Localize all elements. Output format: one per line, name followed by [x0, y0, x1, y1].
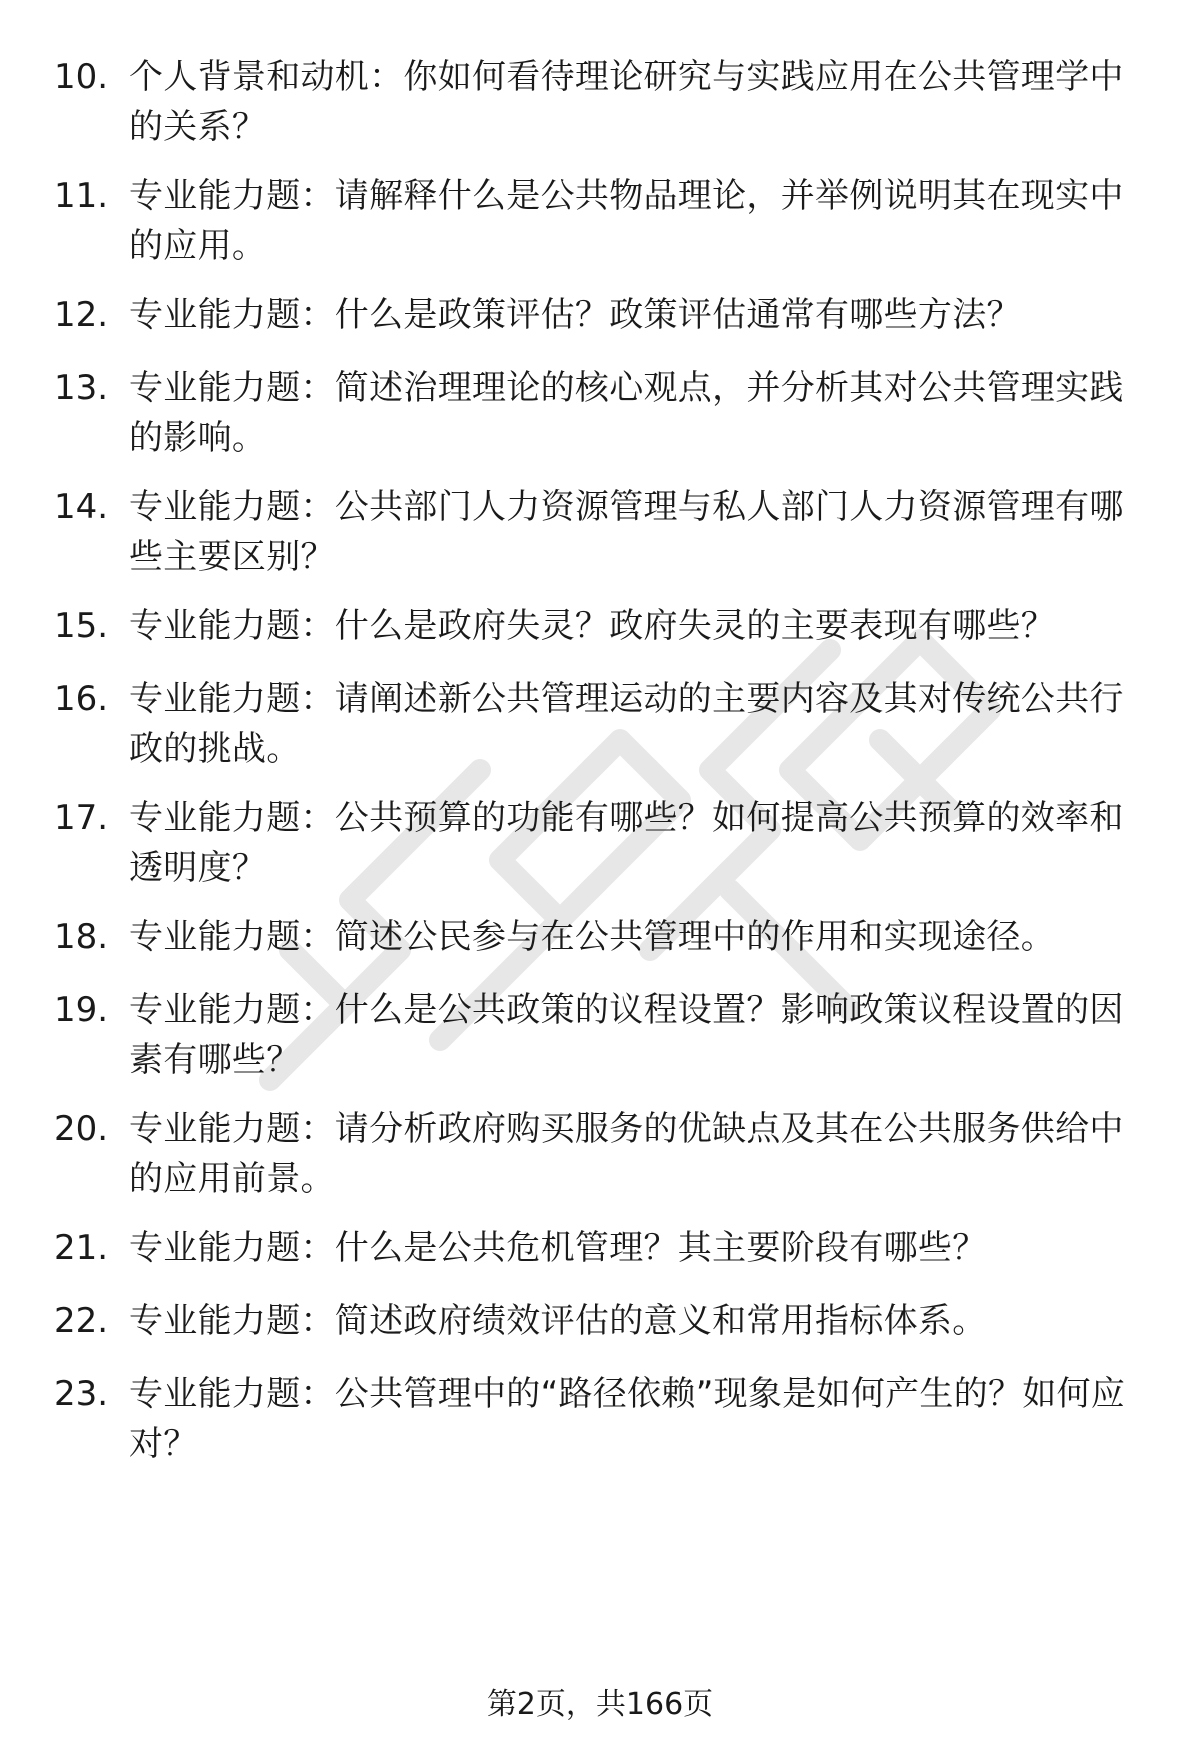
- question-text: 专业能力题：什么是公共危机管理？其主要阶段有哪些？: [129, 1228, 987, 1268]
- question-text: 专业能力题：请分析政府购买服务的优缺点及其在公共服务供给中的应用前景。: [129, 1109, 1124, 1199]
- question-text: 专业能力题：公共预算的功能有哪些？如何提高公共预算的效率和透明度？: [129, 798, 1124, 888]
- question-text: 专业能力题：简述治理理论的核心观点，并分析其对公共管理实践的影响。: [129, 368, 1124, 458]
- question-text: 专业能力题：请解释什么是公共物品理论，并举例说明其在现实中的应用。: [129, 176, 1124, 266]
- question-text: 专业能力题：简述公民参与在公共管理中的作用和实现途径。: [129, 917, 1056, 957]
- question-number: 16.: [54, 679, 109, 719]
- question-number: 22.: [54, 1301, 109, 1341]
- question-text: 专业能力题：公共管理中的“路径依赖”现象是如何产生的？如何应对？: [129, 1374, 1126, 1464]
- question-number: 13.: [54, 368, 109, 408]
- question-text: 专业能力题：公共部门人力资源管理与私人部门人力资源管理有哪些主要区别？: [129, 487, 1124, 577]
- question-number: 21.: [54, 1228, 109, 1268]
- question-text: 个人背景和动机：你如何看待理论研究与实践应用在公共管理学中的关系？: [129, 57, 1124, 147]
- question-text: 专业能力题：简述政府绩效评估的意义和常用指标体系。: [129, 1301, 987, 1341]
- question-number: 19.: [54, 990, 109, 1030]
- page-indicator: 第2页，共166页: [486, 1687, 714, 1722]
- question-number: 20.: [54, 1109, 109, 1149]
- question-number: 12.: [54, 295, 109, 335]
- question-text: 专业能力题：什么是政府失灵？政府失灵的主要表现有哪些？: [129, 606, 1056, 646]
- question-number: 14.: [54, 487, 109, 527]
- question-number: 11.: [54, 176, 109, 216]
- question-number: 15.: [54, 606, 109, 646]
- question-text: 专业能力题：什么是政策评估？政策评估通常有哪些方法？: [129, 295, 1021, 335]
- question-number: 23.: [54, 1374, 109, 1414]
- question-number: 10.: [54, 57, 109, 97]
- question-text: 专业能力题：请阐述新公共管理运动的主要内容及其对传统公共行政的挑战。: [129, 679, 1124, 769]
- question-number: 17.: [54, 798, 109, 838]
- question-number: 18.: [54, 917, 109, 957]
- question-text: 专业能力题：什么是公共政策的议程设置？影响政策议程设置的因素有哪些？: [129, 990, 1124, 1080]
